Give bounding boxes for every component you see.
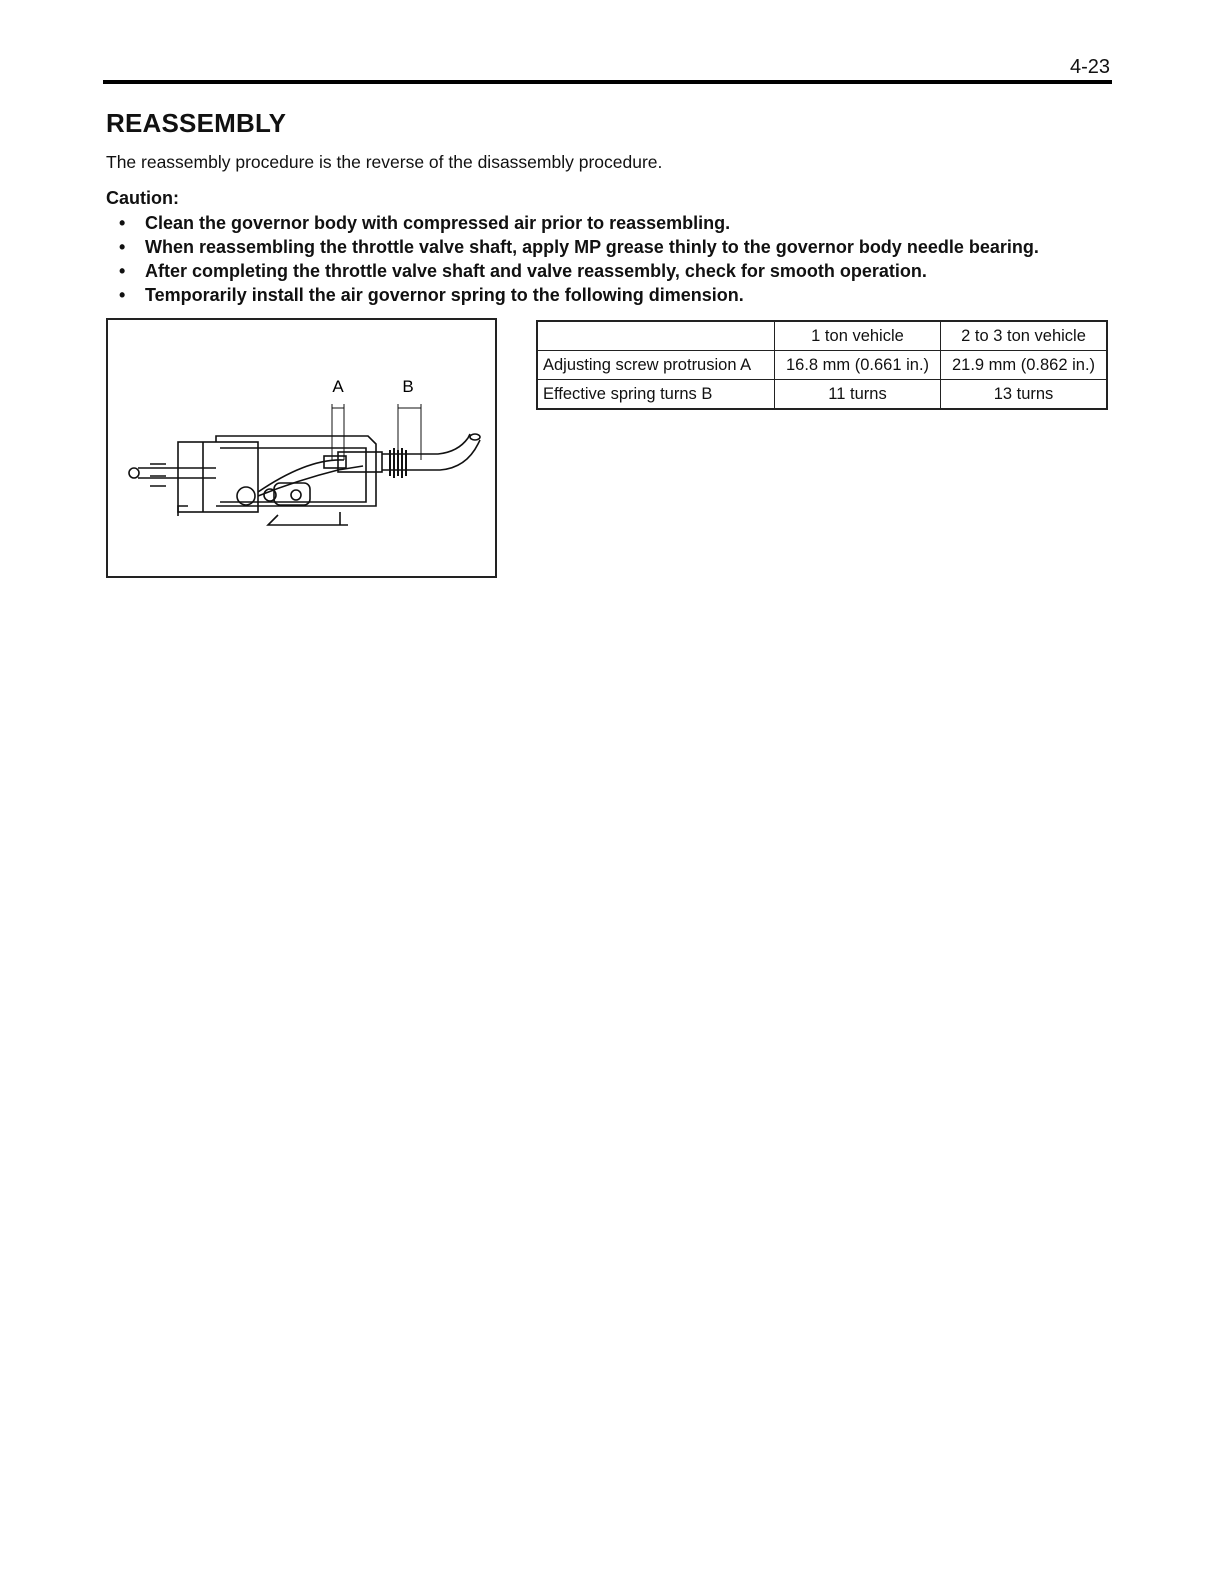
caution-item-text: When reassembling the throttle valve shaft, apply MP grease thinly to the governor body needle bearing. xyxy=(145,237,1039,257)
caution-list xyxy=(106,211,1039,307)
page-number: 4-23 xyxy=(1069,56,1110,78)
intro-paragraph: The reassembly procedure is the reverse of the disassembly procedure. xyxy=(106,152,663,172)
caution-item xyxy=(106,235,1039,259)
table-header-cell xyxy=(537,321,775,351)
cell-two-three-ton: 21.9 mm (0.862 in.) xyxy=(941,351,1108,380)
caution-item-text: After completing the throttle valve shaft and valve reassembly, check for smooth operation. xyxy=(145,261,927,281)
table-header-cell: 1 ton vehicle xyxy=(775,321,941,351)
governor-diagram xyxy=(108,320,499,580)
cell-one-ton: 16.8 mm (0.661 in.) xyxy=(775,351,941,380)
table-header-cell: 2 to 3 ton vehicle xyxy=(941,321,1108,351)
header-rule xyxy=(103,80,1112,84)
row-label: Effective spring turns B xyxy=(537,380,775,410)
bullet-icon: • xyxy=(119,261,126,281)
bullet-icon: • xyxy=(119,285,126,305)
caution-item xyxy=(106,259,1039,283)
caution-item xyxy=(106,211,1039,235)
row-label: Adjusting screw protrusion A xyxy=(537,351,775,380)
dimension-label-b: B xyxy=(402,377,414,396)
table-row xyxy=(537,351,1107,380)
caution-item-text: Temporarily install the air governor spring to the following dimension. xyxy=(145,285,744,305)
table-row xyxy=(537,380,1107,410)
bullet-icon: • xyxy=(119,213,126,233)
dimension-label-a: A xyxy=(332,377,344,396)
outlet-pipe xyxy=(408,434,480,470)
caution-item-text: Clean the governor body with compressed air prior to reassembling. xyxy=(145,213,731,233)
cell-one-ton: 11 turns xyxy=(775,380,941,410)
table-header-row xyxy=(537,321,1107,351)
section-title: REASSEMBLY xyxy=(106,108,287,138)
governor-body xyxy=(150,436,376,525)
governor-spring xyxy=(390,448,406,478)
bullet-icon: • xyxy=(119,237,126,257)
caution-label: Caution: xyxy=(106,188,179,208)
cell-two-three-ton: 13 turns xyxy=(941,380,1108,410)
governor-figure xyxy=(106,318,497,578)
caution-item xyxy=(106,283,1039,307)
spec-table xyxy=(536,320,1108,410)
